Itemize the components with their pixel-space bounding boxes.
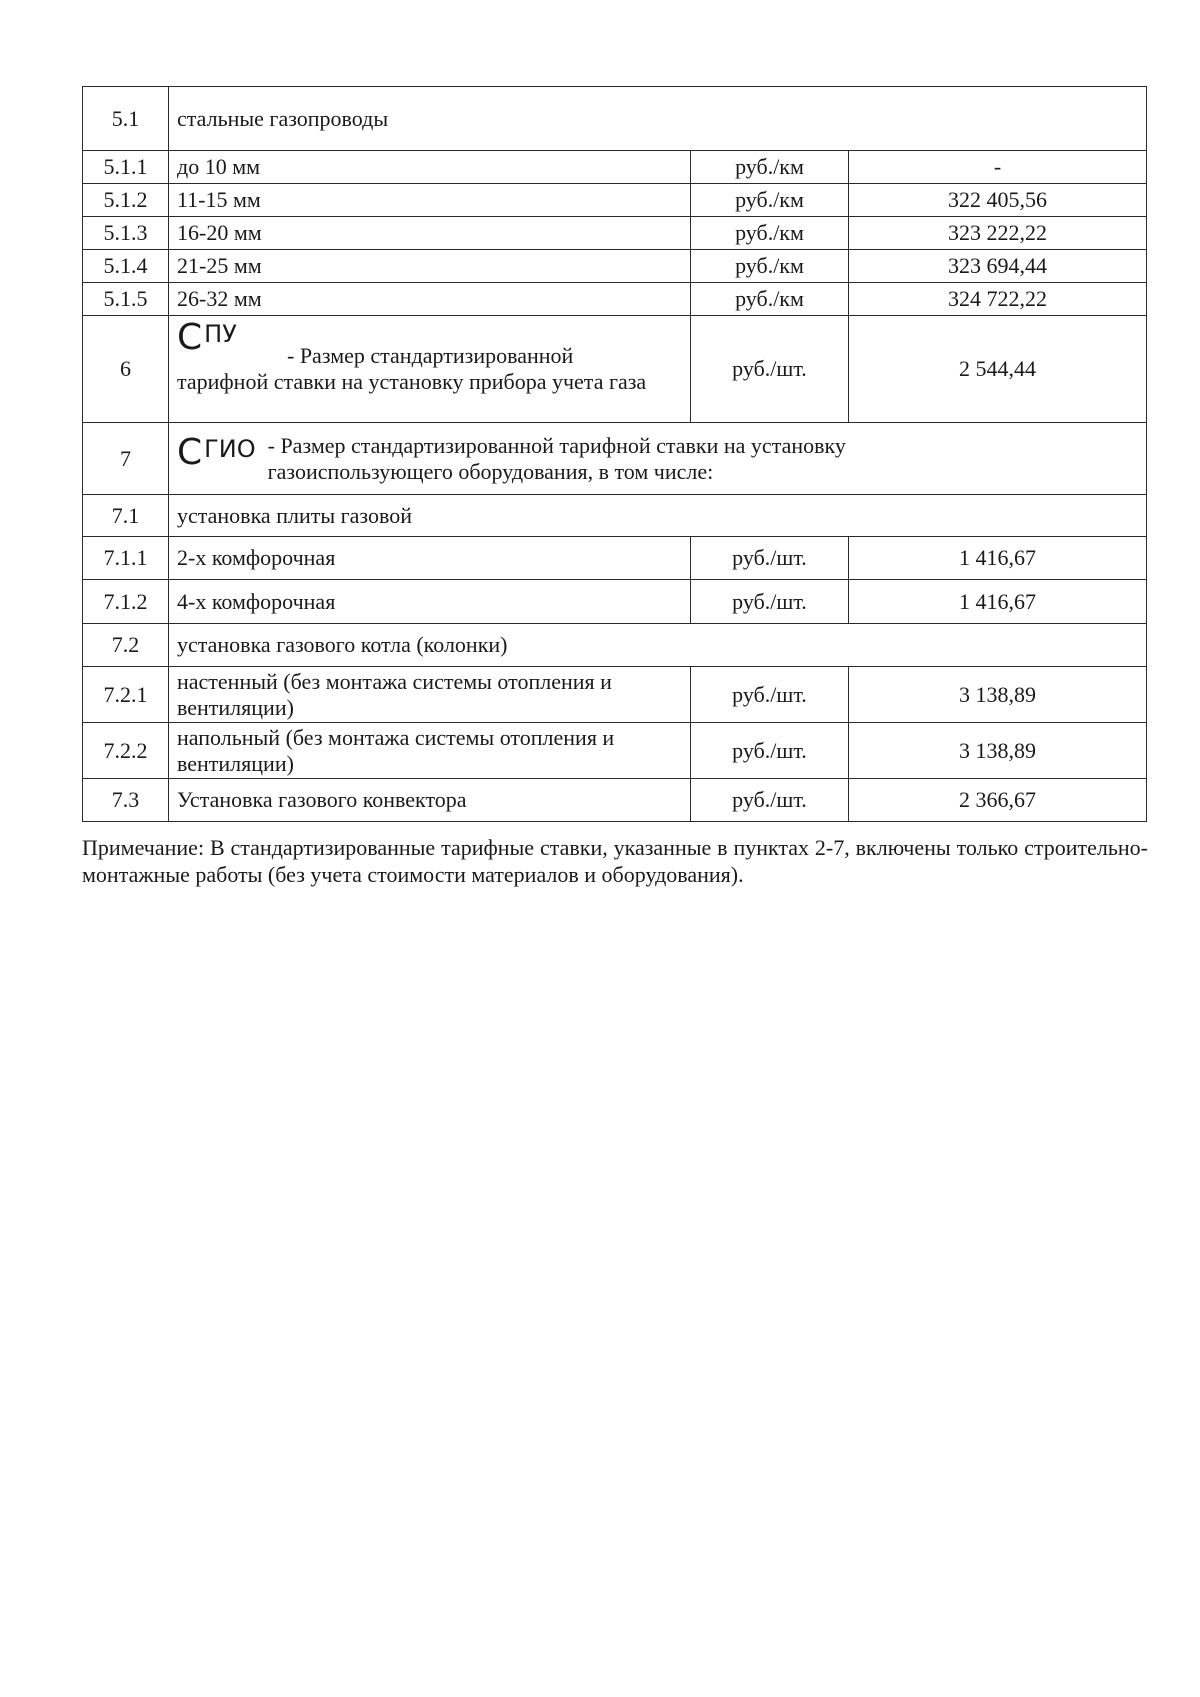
row-number: 5.1.1 <box>83 151 169 184</box>
row-value: - <box>849 151 1147 184</box>
row-value: 1 416,67 <box>849 580 1147 624</box>
row-number: 5.1.3 <box>83 217 169 250</box>
row-number: 5.1.5 <box>83 283 169 316</box>
table-row <box>83 779 1147 822</box>
table-row <box>83 217 1147 250</box>
tariff-symbol-sgio: $С^{ГИО}$ <box>177 431 256 473</box>
row-description-text: - Размер стандартизированной тарифной ставки на установку газоиспользующего оборудования, в том числе: <box>267 432 846 484</box>
row-number: 5.1 <box>83 87 169 151</box>
row-number: 7.1.1 <box>83 537 169 580</box>
row-number: 5.1.2 <box>83 184 169 217</box>
row-description <box>169 316 691 423</box>
tariff-symbol-spu: $С^{ПУ}$ <box>177 317 237 358</box>
row-description: 2-х комфорочная <box>169 537 691 580</box>
row-unit: руб./км <box>691 283 849 316</box>
table-row <box>83 667 1147 723</box>
row-description: 26-32 мм <box>169 283 691 316</box>
row-value: 1 416,67 <box>849 537 1147 580</box>
row-value: 3 138,89 <box>849 667 1147 723</box>
row-value: 3 138,89 <box>849 723 1147 779</box>
row-number: 6 <box>83 316 169 423</box>
table-row <box>83 423 1147 495</box>
table-row <box>83 723 1147 779</box>
row-unit: руб./шт. <box>691 723 849 779</box>
row-number: 7.1.2 <box>83 580 169 624</box>
row-description <box>169 423 1147 495</box>
row-unit: руб./км <box>691 184 849 217</box>
row-description: 4-х комфорочная <box>169 580 691 624</box>
row-value: 2 366,67 <box>849 779 1147 822</box>
footnote: Примечание: В стандартизированные тарифные ставки, указанные в пунктах 2-7, включены только строительно-монтажные работы (без учета стоимости материалов и оборудования). <box>82 835 1148 887</box>
row-unit: руб./км <box>691 250 849 283</box>
row-unit: руб./шт. <box>691 580 849 624</box>
row-description: 16-20 мм <box>169 217 691 250</box>
row-unit: руб./шт. <box>691 779 849 822</box>
row-number: 7.1 <box>83 495 169 537</box>
row-description: стальные газопроводы <box>169 87 1147 151</box>
row-unit: руб./км <box>691 217 849 250</box>
table-row <box>83 495 1147 537</box>
row-description-first-line: - Размер стандартизированной <box>287 343 574 368</box>
row-number: 7 <box>83 423 169 495</box>
table-row <box>83 250 1147 283</box>
row-number: 7.2 <box>83 624 169 667</box>
row-value: 322 405,56 <box>849 184 1147 217</box>
row-description: 21-25 мм <box>169 250 691 283</box>
row-unit: руб./шт. <box>691 667 849 723</box>
table-row <box>83 184 1147 217</box>
row-description: настенный (без монтажа системы отопления и вентиляции) <box>169 667 691 723</box>
row-description: установка плиты газовой <box>169 495 1147 537</box>
table-row <box>83 537 1147 580</box>
table-row <box>83 151 1147 184</box>
row-number: 7.2.1 <box>83 667 169 723</box>
row-value: 324 722,22 <box>849 283 1147 316</box>
table-row <box>83 316 1147 423</box>
row-description: Установка газового конвектора <box>169 779 691 822</box>
row-value: 323 694,44 <box>849 250 1147 283</box>
row-description: до 10 мм <box>169 151 691 184</box>
table-row <box>83 283 1147 316</box>
row-unit: руб./шт. <box>691 316 849 423</box>
tariff-table <box>82 86 1147 822</box>
row-number: 5.1.4 <box>83 250 169 283</box>
table-row <box>83 87 1147 151</box>
row-number: 7.2.2 <box>83 723 169 779</box>
row-description-rest: тарифной ставки на установку прибора учета газа <box>177 369 647 394</box>
row-description: установка газового котла (колонки) <box>169 624 1147 667</box>
row-unit: руб./км <box>691 151 849 184</box>
row-description: напольный (без монтажа системы отопления и вентиляции) <box>169 723 691 779</box>
row-value: 323 222,22 <box>849 217 1147 250</box>
row-unit: руб./шт. <box>691 537 849 580</box>
row-number: 7.3 <box>83 779 169 822</box>
table-row <box>83 624 1147 667</box>
row-description: 11-15 мм <box>169 184 691 217</box>
table-row <box>83 580 1147 624</box>
row-value: 2 544,44 <box>849 316 1147 423</box>
